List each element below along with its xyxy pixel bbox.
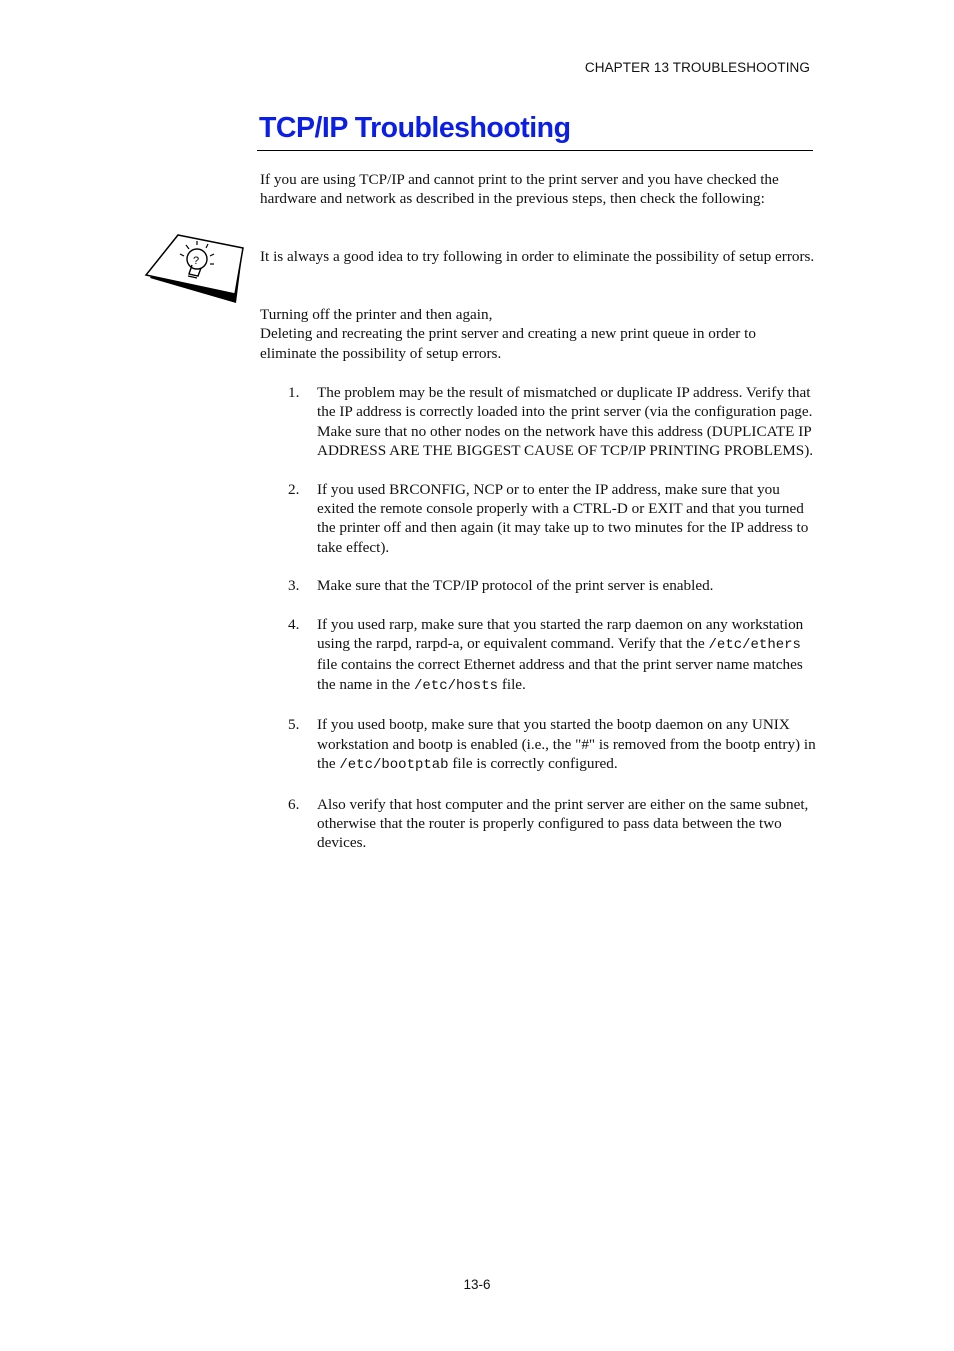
step-text: The problem may be the result of mismatched or duplicate IP address. Verify that the IP address is correctly loaded into the print server (via the configuration page. Make sure that no other nodes on the network have this address (DUPLICATE IP ADDRESS ARE THE BIGGEST CAUSE OF TCP/IP PRINTING PROBLEMS). [317,384,814,460]
step-text: Make sure that the TCP/IP protocol of the print server is enabled. [317,577,714,595]
hosts-path: /etc/hosts [414,677,499,694]
step-text-a: If you used rarp, make sure that you started the rarp daemon on any workstation using the rarpd, rarpd-a, or equivalent command. Verify that the [317,615,804,653]
step-text-c: file. [498,675,526,693]
page-title: TCP/IP Troubleshooting [259,112,571,144]
step-number: 1. [288,384,300,401]
ethers-path: /etc/ethers [708,637,801,654]
step-number: 5. [288,716,300,734]
svg-text:?: ? [193,255,200,267]
list-item [288,615,818,697]
step-text-a: If you used bootp, make sure that you started the bootp daemon on any UNIX workstation and bootp is enabled (i.e., the "#" is removed from the bootp entry) in the [317,716,816,773]
list-item [288,383,818,461]
step-text: If you used BRCONFIG, NCP or to enter the IP address, make sure that you exited the remote console properly with a CTRL-D or EXIT and that you turned the printer off and then again (it may take up to two minutes for the IP address to take effect). [317,480,809,556]
page-number: 13-6 [463,1277,491,1292]
tip-line-2: Deleting and recreating the print server and creating a new print queue in order to eliminate the possibility of setup errors. [260,325,756,362]
step-number: 2. [288,480,300,498]
list-item [288,480,818,558]
troubleshooting-steps [288,383,818,853]
step-text-b: file contains the correct Ethernet address and that the print server name matches the name in the [317,656,803,693]
step-number: 3. [288,577,300,595]
tips-paragraph [260,305,815,363]
intro-paragraph: If you are using TCP/IP and cannot print to the print server and you have checked the hardware and network as described in the previous steps, then check the following: [260,171,779,208]
step-text-b: file is correctly configured. [448,755,618,773]
list-item [288,576,818,595]
lightbulb-note-icon [142,232,246,306]
chapter-header: CHAPTER 13 TROUBLESHOOTING [584,60,810,75]
note-text: It is always a good idea to try following in order to eliminate the possibility of setup errors. [260,248,815,265]
step-number: 4. [288,615,300,633]
step-number: 6. [288,795,300,813]
list-item [288,795,818,853]
step-text: Also verify that host computer and the print server are either on the same subnet, otherwise that the router is properly configured to pass data between the two devices. [317,795,809,852]
title-rule [257,150,813,151]
list-item [288,715,818,775]
bootptab-path: /etc/bootptab [339,757,449,774]
tip-line-1: Turning off the printer and then again, [260,306,493,323]
